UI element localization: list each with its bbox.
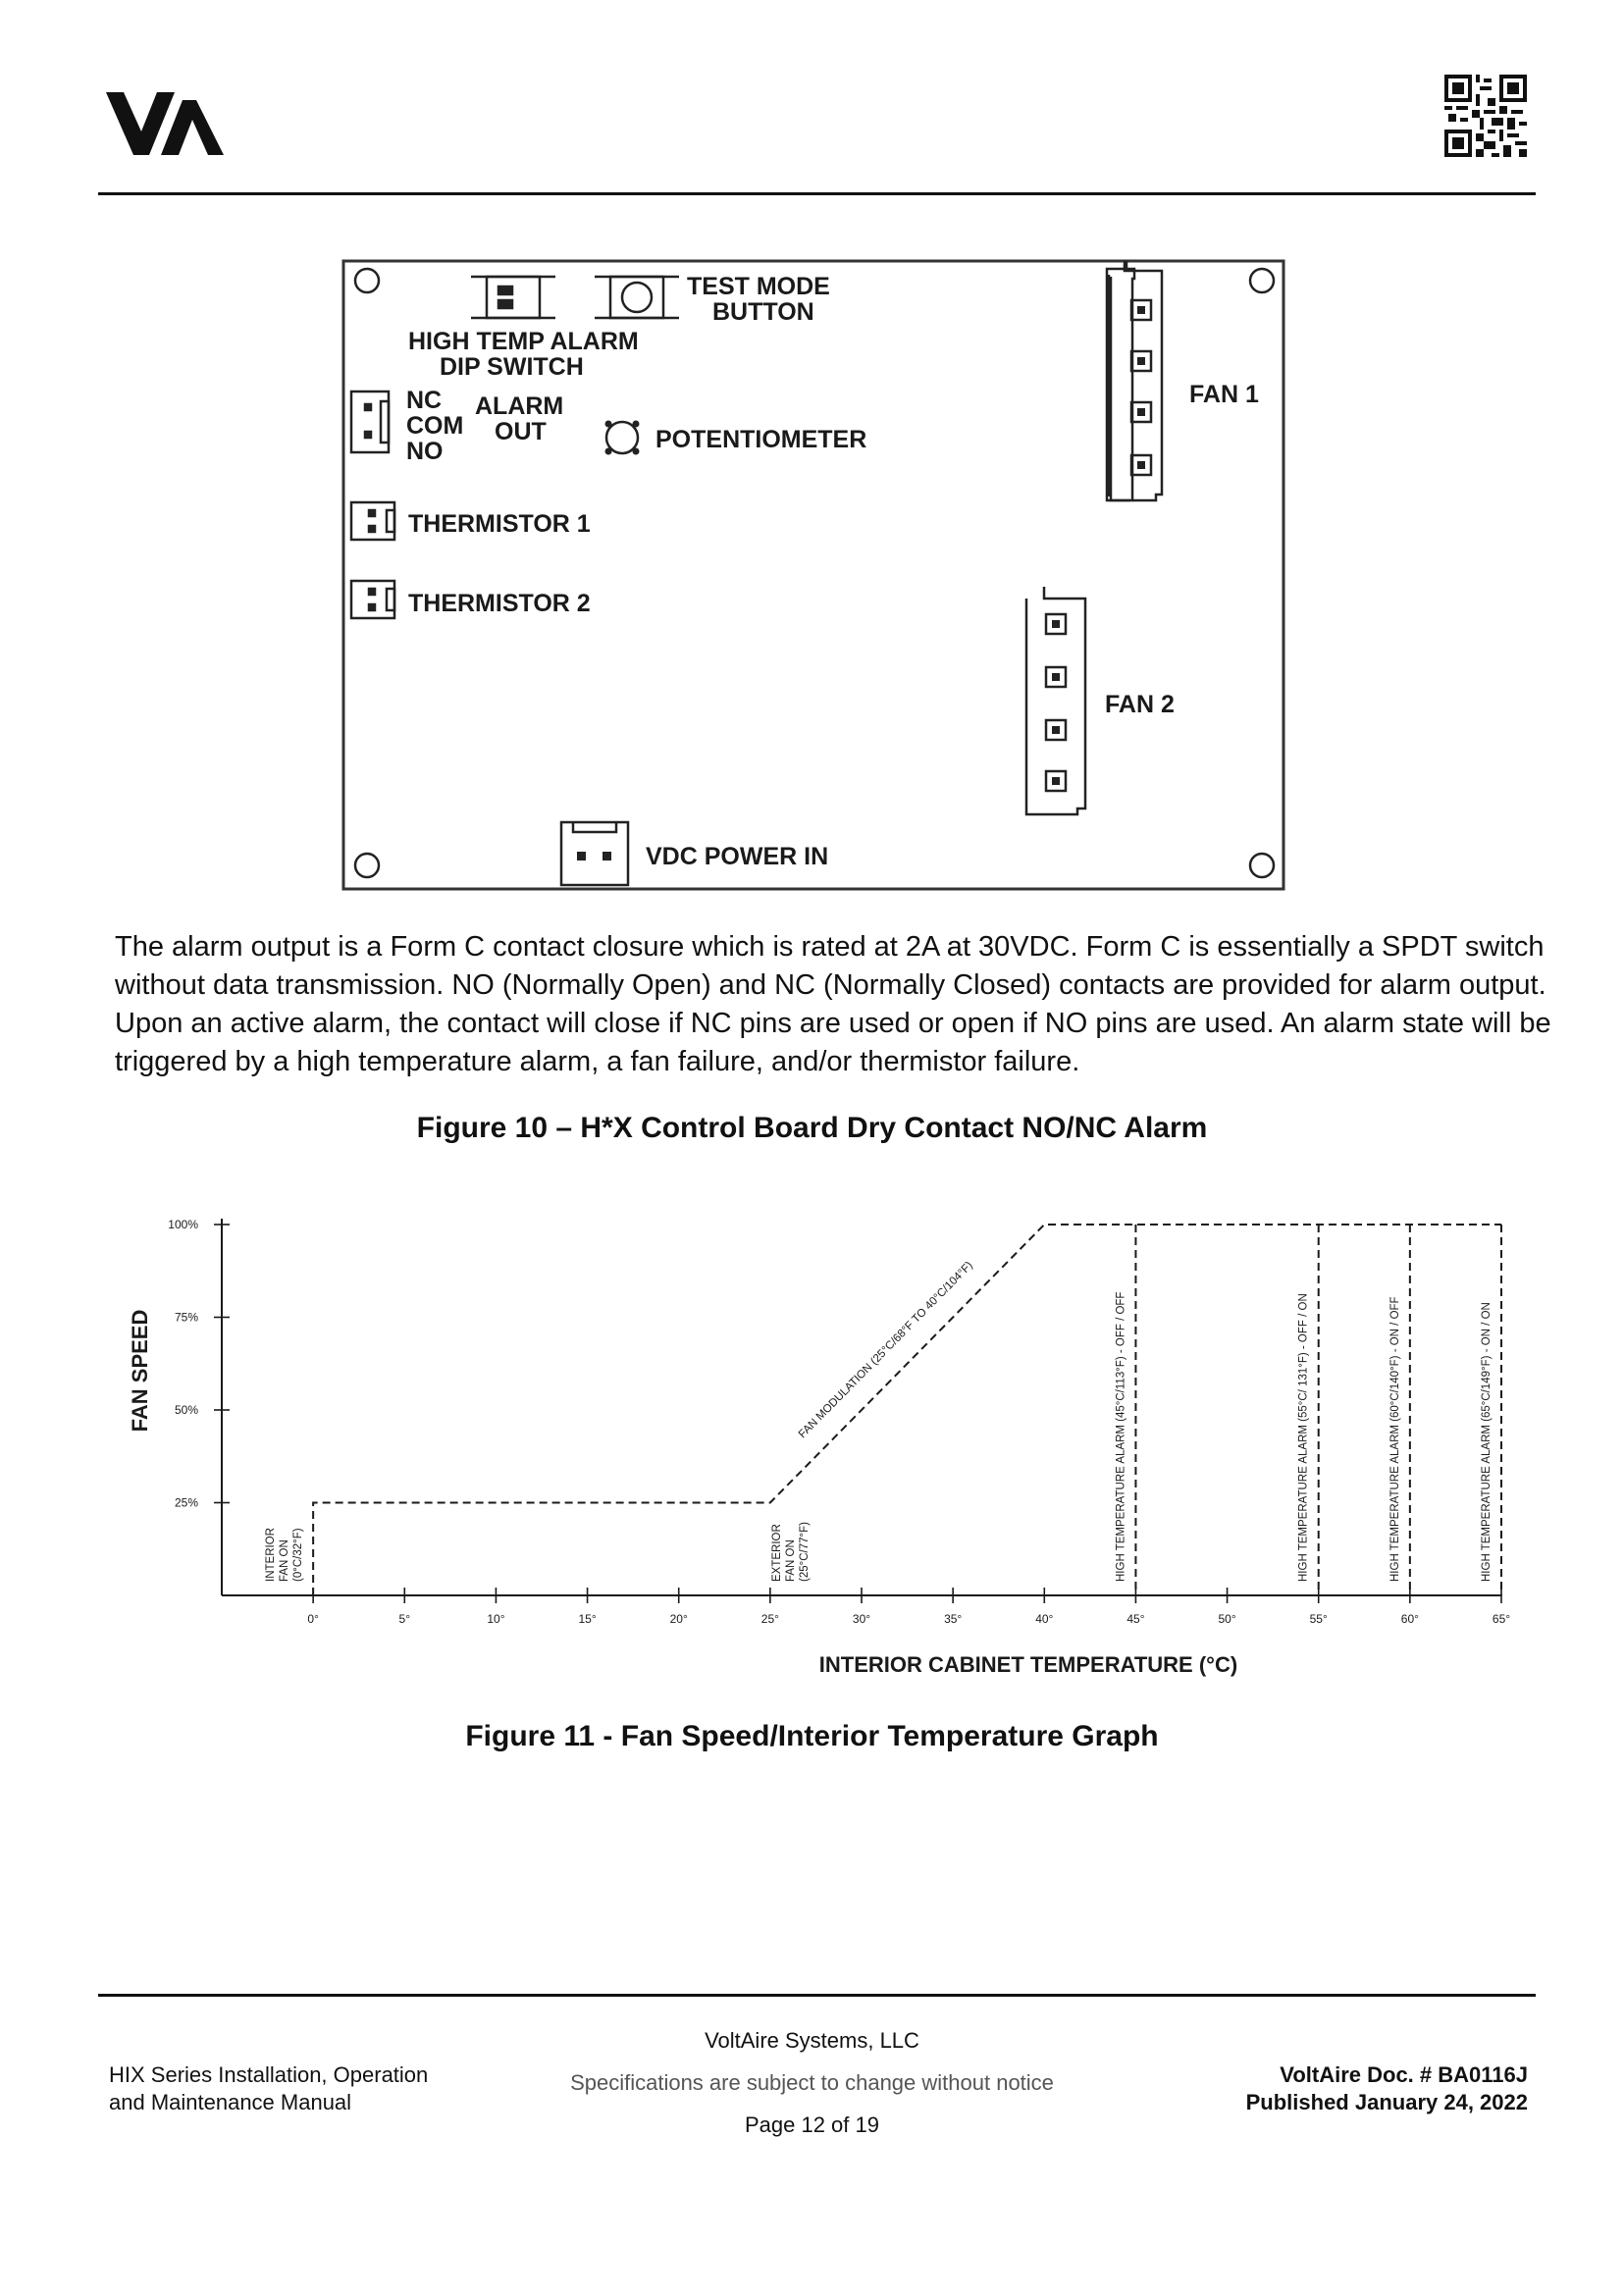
annotation-label: FAN ON: [279, 1539, 291, 1582]
footer-page-number: Page 12 of 19: [744, 2112, 879, 2137]
annotation-label: HIGH TEMPERATURE ALARM (65°C/149°F) - ON / ON: [1481, 1302, 1493, 1582]
paragraph-line: triggered by a high temperature alarm, a fan failure, and/or thermistor failure.: [115, 1046, 1080, 1077]
paragraph-line: The alarm output is a Form C contact closure which is rated at 2A at 30VDC. Form C is essentially a SPDT switch: [115, 931, 1545, 963]
y-tick-label: 50%: [174, 1403, 198, 1417]
x-tick-label: 25°: [760, 1612, 779, 1626]
fan-modulation-label: FAN MODULATION (25°C/68°F TO 40°C/104°F): [796, 1259, 975, 1441]
x-tick-label: 65°: [1492, 1612, 1511, 1626]
x-tick-label: 45°: [1126, 1612, 1145, 1626]
thermistor-1-label: THERMISTOR 1: [408, 510, 591, 538]
alarm-out-label-2: OUT: [495, 418, 547, 445]
x-tick-label: 35°: [944, 1612, 963, 1626]
test-mode-label-2: BUTTON: [712, 298, 814, 326]
paragraph-line: without data transmission. NO (Normally Open) and NC (Normally Closed) contacts are provided for alarm output.: [115, 969, 1546, 1001]
annotation-label: HIGH TEMPERATURE ALARM (45°C/113°F) - OFF / OFF: [1115, 1291, 1127, 1582]
x-tick-label: 10°: [487, 1612, 505, 1626]
x-tick-label: 5°: [398, 1612, 411, 1626]
nc-label: NC: [406, 387, 443, 414]
annotation-label: INTERIOR: [265, 1528, 278, 1582]
x-tick-label: 15°: [578, 1612, 597, 1626]
fan-speed-chart: [108, 1207, 1541, 1688]
footer-manual-title: [109, 2061, 428, 2116]
x-tick-label: 55°: [1309, 1612, 1328, 1626]
thermistor-2-label: THERMISTOR 2: [408, 590, 591, 617]
qr-code: [1444, 75, 1527, 157]
y-tick-label: 100%: [168, 1218, 198, 1231]
vdc-power-label: VDC POWER IN: [646, 843, 829, 870]
fan-1-label: FAN 1: [1189, 381, 1259, 408]
footer-doc-number: VoltAire Doc. # BA0116J: [1280, 2062, 1528, 2087]
footer-published-date: Published January 24, 2022: [1245, 2090, 1528, 2114]
annotation-label: EXTERIOR: [770, 1524, 783, 1582]
com-label: COM: [406, 412, 464, 440]
control-board-diagram: [341, 259, 1285, 891]
figure-10-caption: Figure 10 – H*X Control Board Dry Contact NO/NC Alarm: [416, 1112, 1208, 1144]
alarm-out-label-1: ALARM: [475, 392, 564, 420]
annotation-label: (25°C/77°F): [798, 1522, 811, 1582]
x-tick-label: 60°: [1400, 1612, 1419, 1626]
alarm-description-paragraph: [115, 928, 1551, 1081]
high-temp-label-2: DIP SWITCH: [440, 353, 584, 381]
y-axis-title: FAN SPEED: [128, 1309, 152, 1433]
paragraph-line: Upon an active alarm, the contact will close if NC pins are used or open if NO pins are used. An alarm state will be: [115, 1008, 1551, 1039]
high-temp-label-1: HIGH TEMP ALARM: [408, 328, 639, 355]
y-tick-label: 75%: [174, 1310, 198, 1325]
header-rule: [98, 192, 1536, 195]
no-label: NO: [406, 438, 444, 465]
x-tick-label: 40°: [1035, 1612, 1054, 1626]
fan-speed-series-line: [313, 1225, 1501, 1595]
x-tick-label: 30°: [852, 1612, 871, 1626]
footer-doc-info: [1246, 2061, 1528, 2116]
footer-company: VoltAire Systems, LLC: [705, 2028, 919, 2053]
qr-code-icon: [1444, 75, 1527, 157]
x-tick-label: 50°: [1218, 1612, 1236, 1626]
annotation-label: FAN ON: [784, 1539, 797, 1582]
annotation-label: HIGH TEMPERATURE ALARM (55°C/ 131°F) - OFF / ON: [1297, 1293, 1310, 1582]
annotation-label: (0°C/32°F): [292, 1528, 305, 1582]
potentiometer-label: POTENTIOMETER: [655, 426, 867, 453]
x-axis-title: INTERIOR CABINET TEMPERATURE (°C): [818, 1652, 1238, 1677]
x-tick-label: 0°: [307, 1612, 319, 1626]
footer-manual-title-line-2: and Maintenance Manual: [109, 2090, 352, 2114]
fan-2-label: FAN 2: [1105, 691, 1175, 718]
voltaire-logo: [106, 80, 224, 159]
footer-rule: [98, 1994, 1536, 1997]
test-mode-label-1: TEST MODE: [687, 273, 830, 300]
footer-notice: Specifications are subject to change without notice: [570, 2070, 1054, 2095]
footer-manual-title-line-1: HIX Series Installation, Operation: [109, 2062, 429, 2087]
annotation-label: HIGH TEMPERATURE ALARM (60°C/140°F) - ON / OFF: [1388, 1296, 1401, 1582]
y-tick-label: 25%: [174, 1495, 198, 1510]
x-tick-label: 20°: [669, 1612, 688, 1626]
figure-11-caption: Figure 11 - Fan Speed/Interior Temperature Graph: [465, 1720, 1159, 1752]
